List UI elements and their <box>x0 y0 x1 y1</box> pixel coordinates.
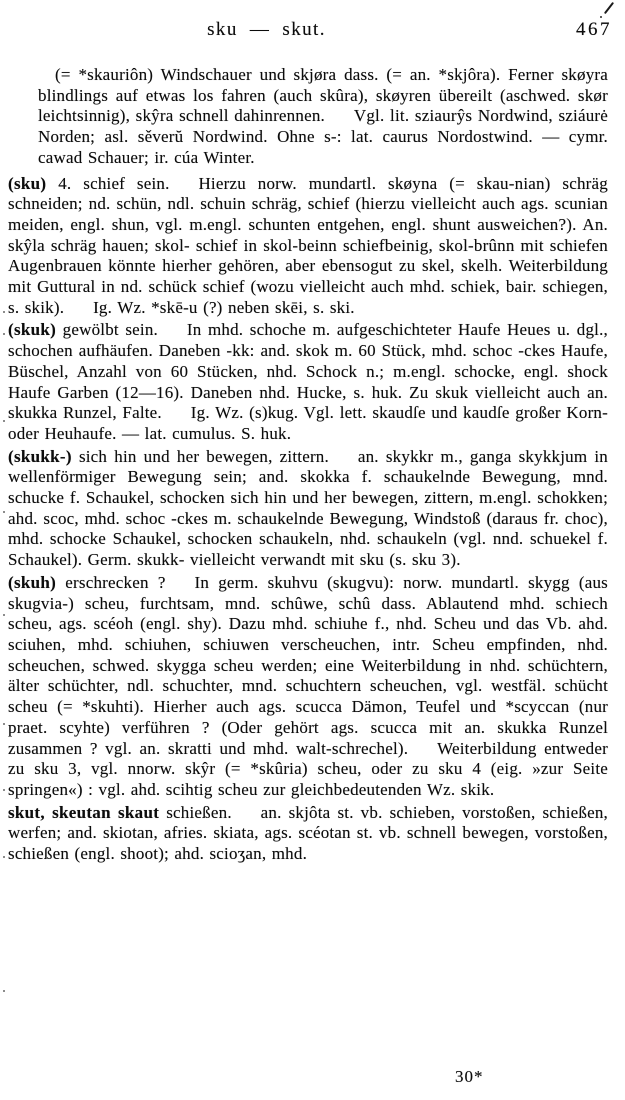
scan-artifact <box>600 16 602 18</box>
entry-headword: (skuh) <box>8 572 57 592</box>
text-segment: Ig. Wz. (s)kug. Vgl. lett. skaudſe und kaudſe großer Korn- oder Heuhaufe. — lat. cumulus. S. huk. <box>8 403 608 443</box>
text-segment: In mhd. schoche m. aufgeschichteter Haufe Heues u. dgl., schochen aufhäufen. Daneben -kk: and. skok m. 60 Stück, mhd. schoc -ckes Haufe, Büschel, Anzahl von 60 Stücken, nhd. Schock n.; m.engl. schocke, engl. shock Haufe Garben (12—16). Daneben nhd. Hucke, s. huk. Zu skuk vielleicht auch an. skukka Runzel, Falte. <box>8 320 608 423</box>
text-segment: an. skykkr m., ganga skykkjum in wellenförmiger Bewegung sein; and. skokka f. schaukelnde Bewegung, mnd. schucke f. Schaukel, schocken sich hin und her bewegen, zittern, m.engl. schokken; ahd. scoc, mhd. schoc -ckes m. schaukelnde Bewegung, Windstoß (daraus fr. choc), mhd. schocke Schaukel, schocken schaukeln, nhd. schaukeln (vgl. nnd. schuekel f. Schaukel). Germ. skukk- vielleicht verwandt mit sku (s. sku 3). <box>8 446 608 570</box>
scan-artifact <box>3 333 5 335</box>
text-segment: Vgl. lit. sziaurŷs Nordwind, sziáurė Norden; asl. sěverŭ Nordwind. Ohne s-: lat. caurus Nordostwind. — cymr. cawad Schauer; ir. cúa Winter. <box>38 106 608 167</box>
text-segment: an. skjôta st. vb. schieben, vorstoßen, schießen, werfen; and. skiotan, afries. skiata, ags. scéotan st. vb. schnell bewegen, vorstoßen, schießen (engl. shoot); ahd. scioʒan, mhd. <box>8 802 609 864</box>
scan-artifact <box>3 420 5 422</box>
text-segment: erschrecken ? <box>56 572 166 592</box>
page-number: 467 <box>576 19 612 40</box>
scan-artifact <box>3 614 5 616</box>
text-segment: sich hin und her bewegen, zittern. <box>71 446 329 466</box>
paragraph <box>8 447 608 571</box>
scan-artifact <box>3 789 5 791</box>
scan-artifact <box>3 856 5 858</box>
running-head <box>0 19 625 45</box>
scan-artifact <box>3 311 5 313</box>
paragraph <box>38 65 608 169</box>
paragraph <box>8 803 608 865</box>
text-segment: gewölbt sein. <box>56 320 158 340</box>
scan-artifact <box>3 723 5 725</box>
scan-artifact <box>3 511 5 513</box>
page-body <box>8 65 608 867</box>
text-segment: 4. schief sein. <box>46 173 170 193</box>
page-title: sku — skut. <box>207 19 326 40</box>
entry-headword: (sku) <box>8 173 47 193</box>
entry-headword: (skuk) <box>8 320 57 340</box>
paragraph <box>8 320 608 444</box>
entry-headword: skut, skeutan skaut <box>8 802 160 822</box>
paragraph <box>8 174 608 319</box>
signature-mark: 30* <box>455 1067 484 1086</box>
text-segment: Weiterbildung entweder zu sku 3, vgl. nnorw. skŷr (= *skûria) scheu, oder zu sku 4 (eig. »zur Seite springen«) : vgl. ahd. scihtig scheu zur gleichbedeutenden Wz. skik. <box>8 738 608 799</box>
scan-artifact <box>604 2 614 14</box>
entry-headword: (skukk-) <box>8 446 72 466</box>
text-segment: In germ. skuhvu (skugvu): norw. mundartl. skygg (aus skugvia-) scheu, furchtsam, mnd. schûwe, schû dass. Ablautend mhd. schiech scheu, ags. scéoh (engl. shy). Dazu mhd. schiuhe f., nhd. Scheu und das Vb. ahd. sciuhen, mhd. schiuhen, schiuwen verscheuchen, intr. Scheu empfinden, nhd. scheuchen, schwed. skygga scheu werden; eine Weiterbildung in nhd. schüchtern, älter schüchter, ndl. schuchter, mnd. schuchtern scheuchen, vgl. westfäl. schücht scheu (= *skuhti). Hierher auch ags. scucca Dämon, Teufel und *scyccan (nur praet. scyhte) verführen ? (Oder gehört ags. scucca mit an. skukka Runzel zusammen ? vgl. an. skratti und mhd. walt-schrechel). <box>8 572 608 758</box>
text-segment: schießen. <box>159 802 232 822</box>
text-segment: Ig. Wz. *skē-u (?) neben skēi, s. ski. <box>93 297 355 317</box>
scan-artifact <box>3 990 5 992</box>
paragraph <box>8 573 608 801</box>
text-segment: Hierzu norw. mundartl. skøyna (= skau-nian) schräg schneiden; nd. schün, ndl. schuin schräg, schief (hierzu vielleicht auch ags. scunian meiden, engl. shun, vgl. m.engl. schunten entgehen, engl. shunt ausweichen?). An. skŷla schräg hauen; skol- schief in skol-beinn schiefbeinig, skol-brûnn mit schiefen Augenbrauen könnte hierher gehören, aber ebensogut zu skel, skelh. Weiterbildung mit Guttural in nd. schück schief (wozu vielleicht auch mhd. schiek, bair. schiegen, s. skik). <box>8 173 608 317</box>
text-segment: (= *skauriôn) Windschauer und skjøra dass. (= an. *skjôra). Ferner skøyra blindlings auf etwas los fahren (auch skûra), skøyren übereilt (aschwed. skør leichtsinnig), skŷra schnell dahinrennen. <box>38 65 608 126</box>
